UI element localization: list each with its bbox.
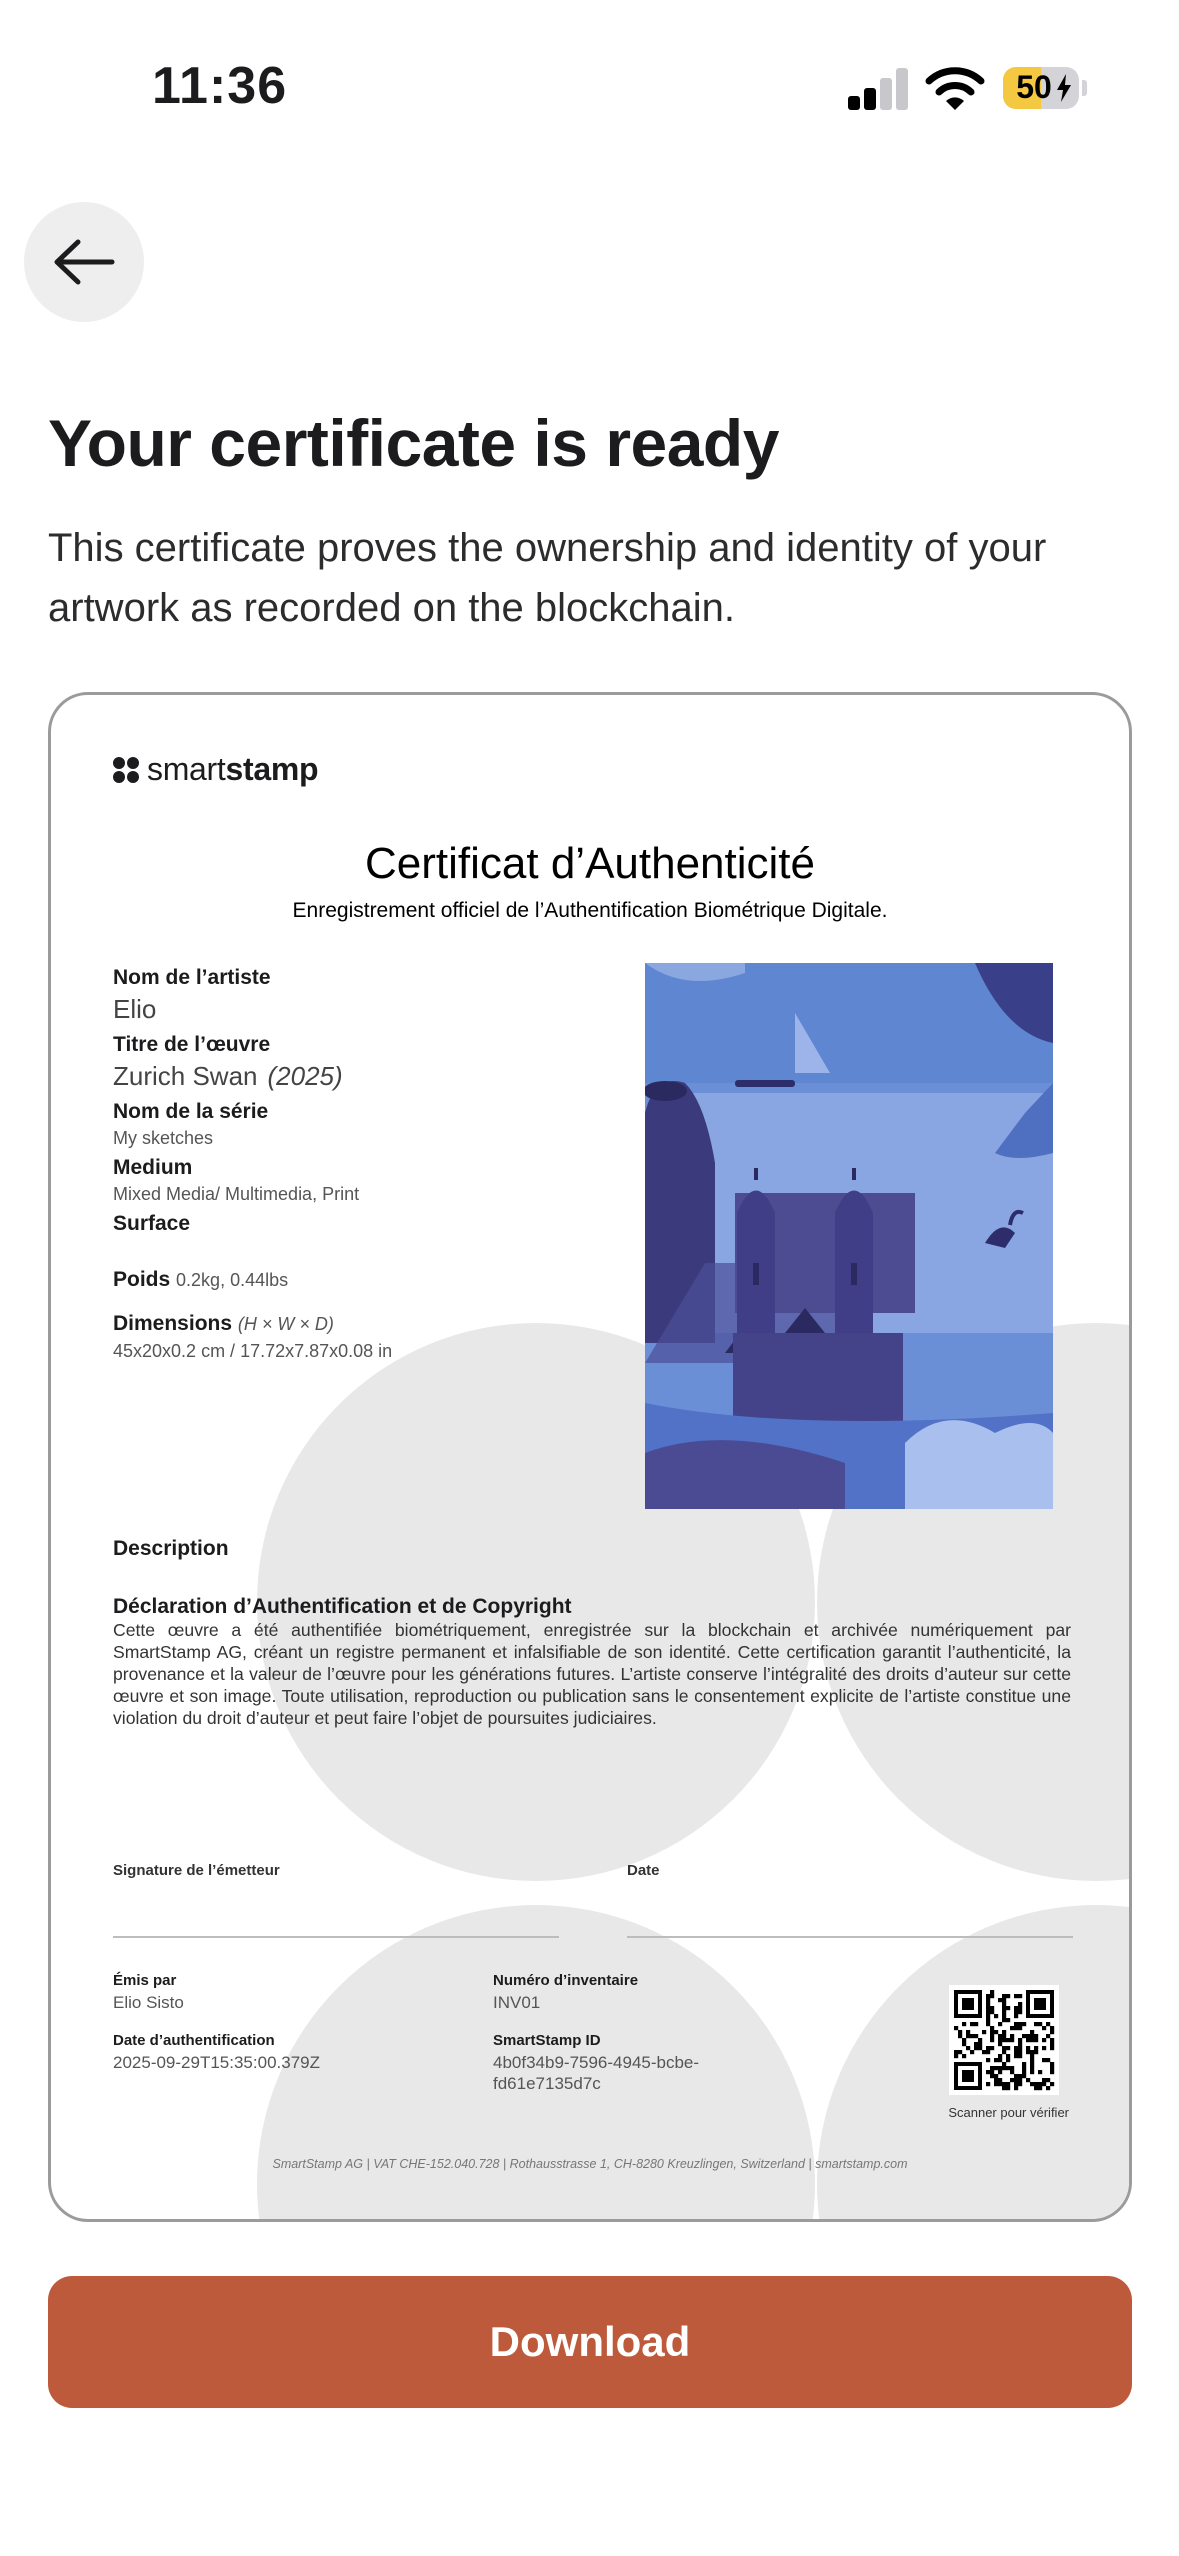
certificate-card [48, 692, 1132, 2222]
work-title-label: Titre de l’œuvre [113, 1033, 271, 1056]
signature-label: Signature de l’émetteur [113, 1862, 280, 1879]
signature-line [113, 1936, 559, 1938]
page-title: Your certificate is ready [48, 406, 779, 480]
page-subtitle: This certificate proves the ownership and identity of your artwork as recorded on the blockchain. [48, 526, 1047, 630]
qr-code[interactable] [949, 1985, 1059, 2095]
declaration-text: Cette œuvre a été authentifiée biométriquement, enregistrée sur la blockchain et archivée numériquement par SmartStamp AG, créant un registre permanent et infalsifiable de son identité. Cette certification garantit l’authenticité, la provenance et la valeur de l’œuvre pour les générations futures. L’artiste conserve l’intégralité des droits d’auteur sur cette œuvre et son image. Toute utilisation, reproduction ou publication sans le consentement explicite de l’artiste constitue une violation du droit d’auteur et peut faire l’objet de poursuites judiciaires. [113, 1620, 1071, 1728]
logo-text-bold: stamp [225, 751, 319, 787]
auth-date-value: 2025-09-29T15:35:00.379Z [113, 2053, 320, 2072]
series-value: My sketches [113, 1128, 214, 1148]
charging-bolt-icon [1055, 74, 1073, 102]
surface-label: Surface [113, 1212, 191, 1235]
description-label: Description [113, 1537, 229, 1560]
dimensions-label: Dimensions [113, 1312, 233, 1335]
declaration-title: Déclaration d’Authentification et de Copyright [113, 1595, 572, 1618]
battery-icon [1003, 67, 1079, 109]
download-button[interactable]: Download [48, 2276, 1132, 2408]
issued-by-label: Émis par [113, 1972, 177, 1989]
back-button[interactable] [24, 202, 144, 322]
date-line [627, 1936, 1073, 1938]
wifi-icon [925, 64, 985, 112]
work-title-value [113, 1061, 343, 1092]
artist-label: Nom de l’artiste [113, 966, 271, 989]
smartstamp-id-label: SmartStamp ID [493, 2032, 601, 2049]
smartstamp-logo [113, 751, 318, 788]
work-year: (2025) [267, 1061, 343, 1091]
issued-by-value: Elio Sisto [113, 1993, 184, 2012]
smartstamp-id-line2: fd61e7135d7c [493, 2074, 601, 2093]
artist-value: Elio [113, 994, 157, 1024]
certificate-subtitle: Enregistrement officiel de l’Authentification Biométrique Digitale. [292, 899, 888, 922]
dimensions-row [113, 1312, 334, 1336]
cellular-signal-icon [848, 68, 908, 110]
battery-percentage: 50 [1016, 69, 1052, 105]
battery-nub [1082, 80, 1087, 96]
inventory-label: Numéro d’inventaire [493, 1972, 639, 1989]
certificate-footer: SmartStamp AG | VAT CHE-152.040.728 | Rothausstrasse 1, CH-8280 Kreuzlingen, Switzerland | smartstamp.com [272, 2157, 908, 2171]
weight-row [113, 1268, 288, 1292]
auth-date-label: Date d’authentification [113, 2032, 275, 2049]
medium-label: Medium [113, 1156, 193, 1179]
date-label: Date [627, 1862, 660, 1879]
work-title-text: Zurich Swan [113, 1061, 258, 1091]
weight-value: 0.2kg, 0.44lbs [176, 1270, 289, 1290]
series-label: Nom de la série [113, 1100, 269, 1123]
certificate-title: Certificat d’Authenticité [365, 839, 815, 888]
artwork-image [645, 963, 1053, 1509]
smartstamp-logo-icon [113, 757, 139, 783]
weight-label: Poids [113, 1268, 171, 1291]
smartstamp-id-line1: 4b0f34b9-7596-4945-bcbe- [493, 2053, 700, 2072]
medium-value: Mixed Media/ Multimedia, Print [113, 1184, 360, 1204]
logo-text-light: smart [147, 751, 226, 787]
arrow-left-icon [52, 239, 116, 285]
qr-caption: Scanner pour vérifier [948, 2105, 1069, 2120]
inventory-value: INV01 [493, 1993, 541, 2012]
status-time: 11:36 [152, 57, 288, 115]
dimensions-value: 45x20x0.2 cm / 17.72x7.87x0.08 in [113, 1341, 393, 1361]
dimensions-format: (H × W × D) [237, 1314, 334, 1334]
